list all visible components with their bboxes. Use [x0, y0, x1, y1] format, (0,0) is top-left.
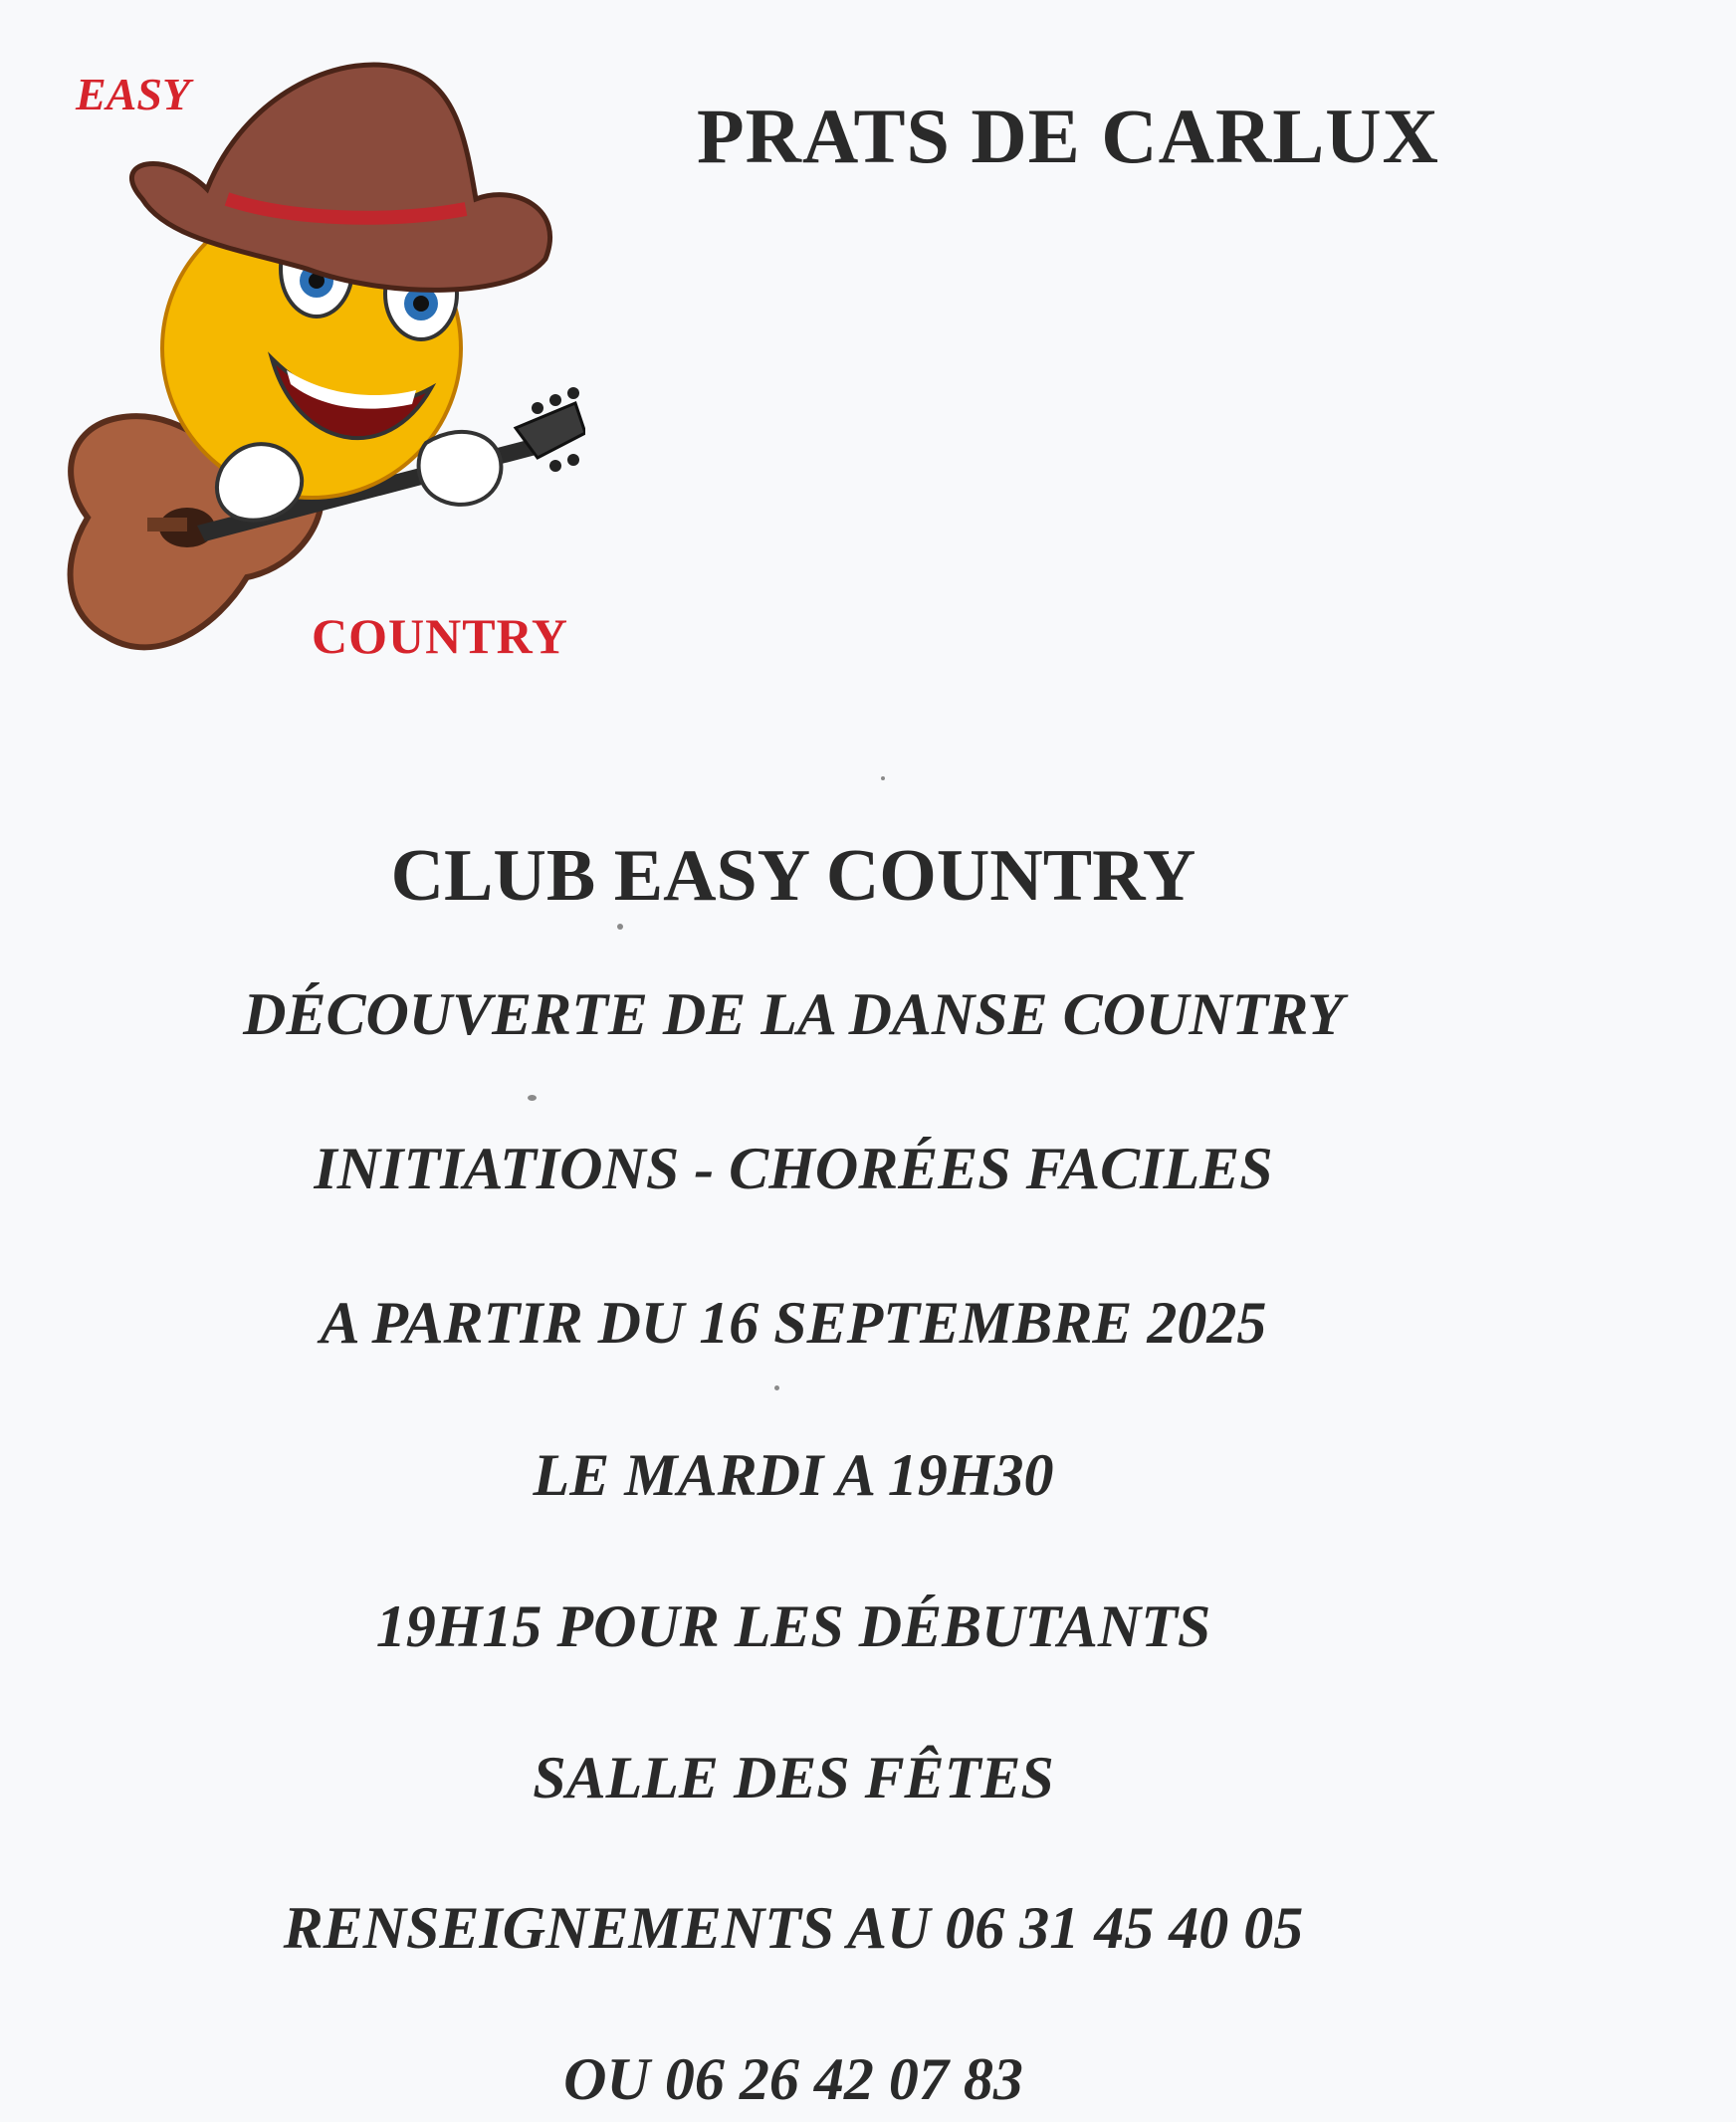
cowboy-smiley-guitar-icon: [48, 50, 585, 687]
line-venue: SALLE DES FÊTES: [533, 1745, 1054, 1810]
scan-speck: [881, 776, 885, 780]
line-alt-phone: OU 06 26 42 07 83: [563, 2046, 1023, 2112]
line-discovery: DÉCOUVERTE DE LA DANSE COUNTRY: [243, 981, 1344, 1047]
line-day-time: LE MARDI A 19H30: [533, 1442, 1054, 1508]
town-title: PRATS DE CARLUX: [697, 93, 1439, 179]
logo-country-text: COUNTRY: [312, 608, 569, 664]
easy-country-logo: [48, 50, 585, 687]
logo-easy-text: EASY: [76, 69, 191, 119]
line-initiations: INITIATIONS - CHORÉES FACILES: [314, 1136, 1273, 1201]
scan-speck: [617, 924, 623, 930]
line-beginners-time: 19H15 POUR LES DÉBUTANTS: [375, 1593, 1211, 1659]
line-info-phone: RENSEIGNEMENTS AU 06 31 45 40 05: [283, 1895, 1304, 1961]
scan-speck: [528, 1095, 537, 1101]
club-title: CLUB EASY COUNTRY: [390, 835, 1196, 917]
scan-speck: [774, 1385, 779, 1390]
line-start-date: A PARTIR DU 16 SEPTEMBRE 2025: [320, 1290, 1267, 1356]
